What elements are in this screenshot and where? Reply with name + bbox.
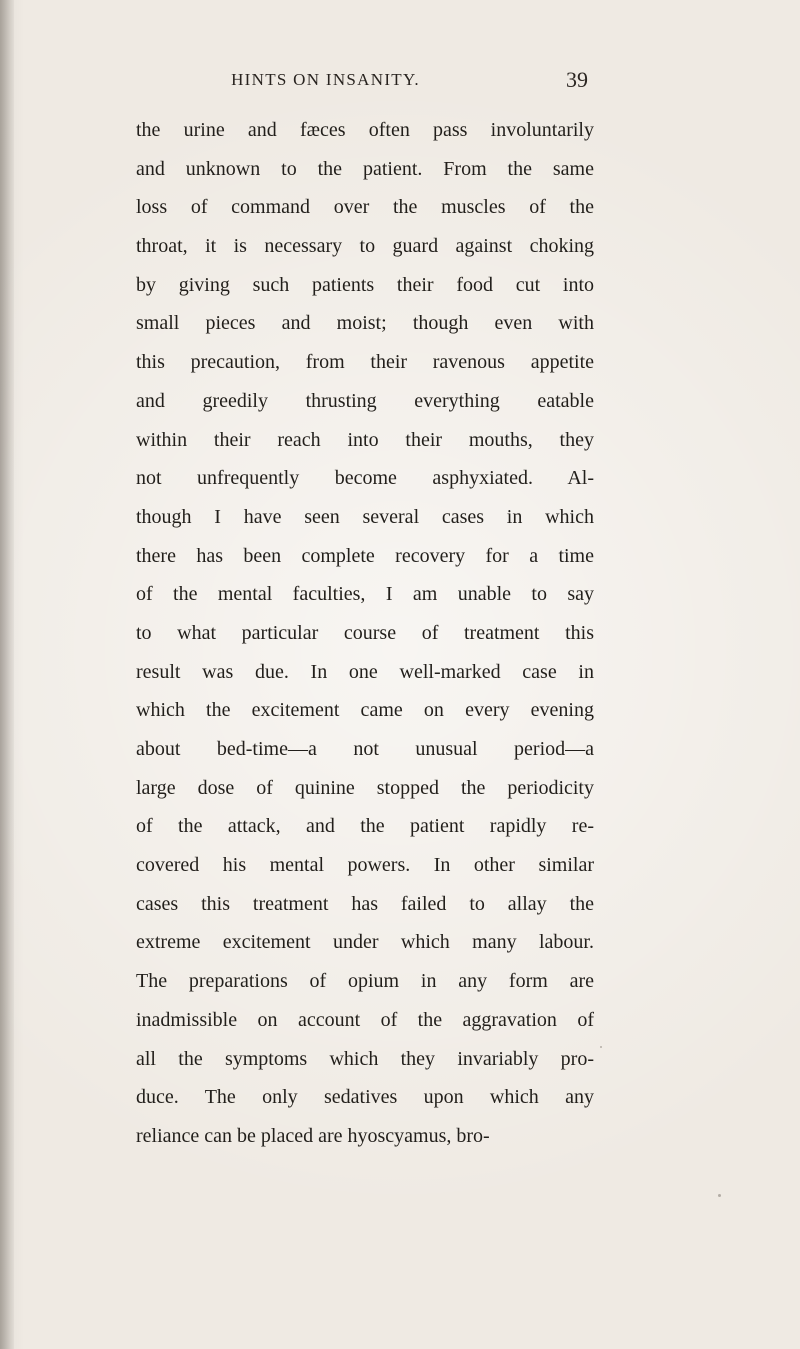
text-line: within their reach into their mouths, they [136,428,594,451]
text-line: large dose of quinine stopped the periodicity [136,776,594,799]
text-line: loss of command over the muscles of the [136,196,594,219]
text-line: not unfrequently become asphyxiated. Al- [136,467,594,490]
text-line: and unknown to the patient. From the same [136,157,594,180]
text-line: of the mental faculties, I am unable to say [136,583,594,606]
text-line: this precaution, from their ravenous appetite [136,351,594,374]
text-line: which the excitement came on every evening [136,699,594,722]
body-text [136,111,594,1156]
text-line: extreme excitement under which many labour. [136,931,594,954]
text-line: cases this treatment has failed to allay the [136,892,594,915]
text-line: result was due. In one well-marked case in [136,660,594,683]
running-head: HINTS ON INSANITY. [231,70,420,89]
page-number: 39 [566,67,588,92]
text-line: reliance can be placed are hyoscyamus, bro- [136,1124,490,1147]
text-line: about bed-time—a not unusual period—a [136,738,594,760]
text-line: there has been complete recovery for a time [136,544,594,567]
text-line: and greedily thrusting everything eatable [136,389,594,412]
paper-speck [600,1046,602,1048]
text-line: to what particular course of treatment this [136,621,594,644]
text-line: though I have seen several cases in which [136,505,594,528]
text-line: the urine and fæces often pass involuntarily [136,119,594,141]
page-gutter-shadow [0,0,14,1349]
page-header [0,67,800,100]
paper-speck [718,1194,721,1197]
text-line: inadmissible on account of the aggravation of [136,1008,594,1031]
text-line: of the attack, and the patient rapidly re- [136,815,594,838]
text-line: covered his mental powers. In other similar [136,854,594,877]
text-line: small pieces and moist; though even with [136,312,594,335]
text-line: The preparations of opium in any form are [136,970,594,993]
text-line: duce. The only sedatives upon which any [136,1086,594,1109]
text-line: throat, it is necessary to guard against choking [136,235,594,258]
text-line: by giving such patients their food cut into [136,273,594,296]
text-line: all the symptoms which they invariably pro- [136,1047,594,1070]
